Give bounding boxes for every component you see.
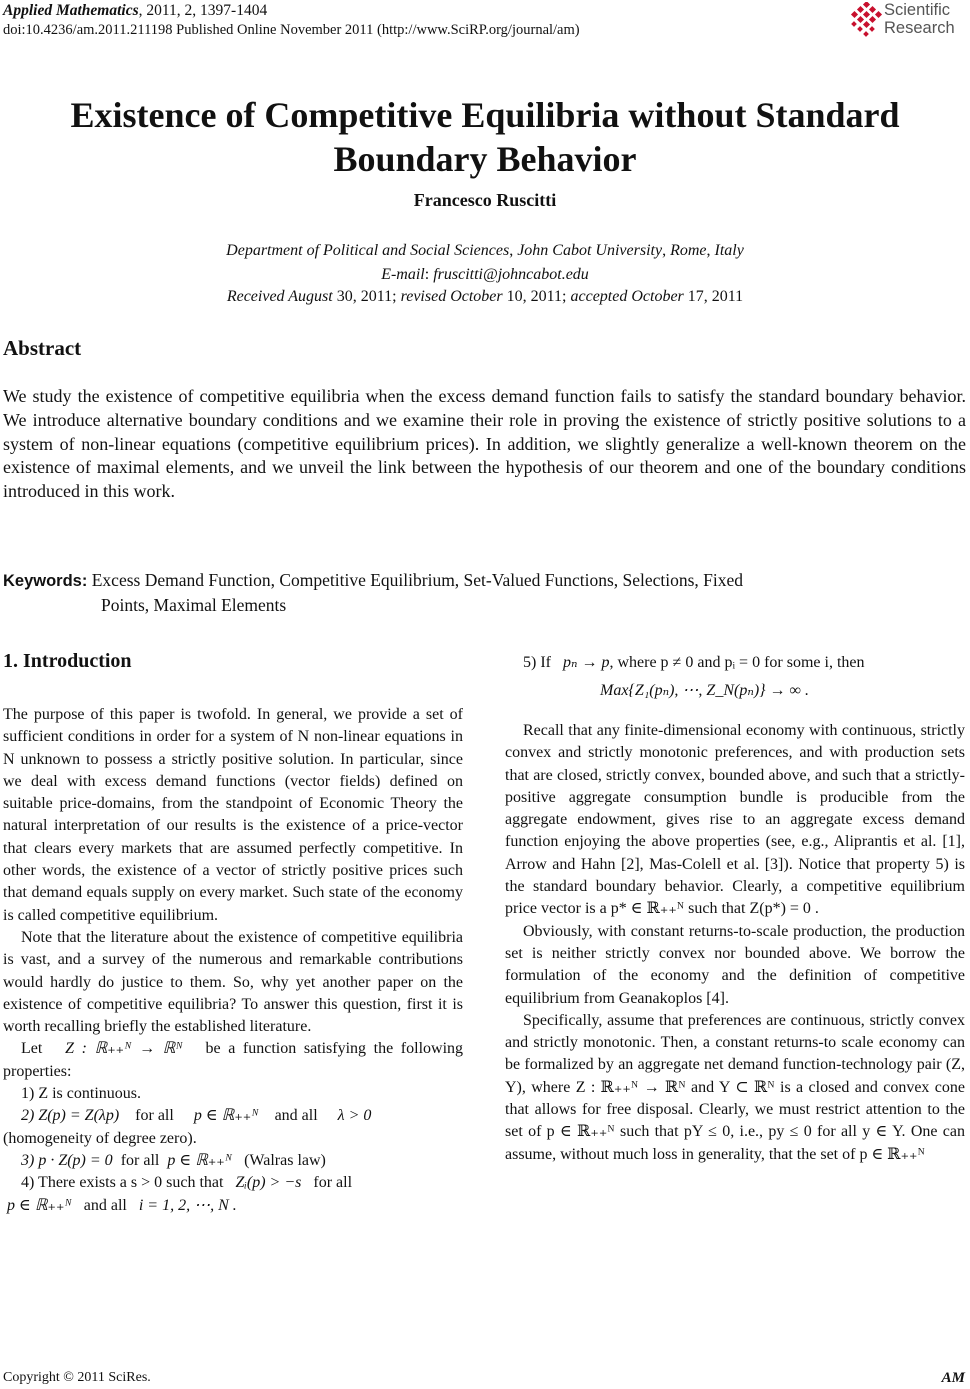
- revised-date: 10, 2011;: [506, 288, 567, 305]
- prop4-a: 4) There exists a s > 0 such that: [21, 1174, 224, 1192]
- prop3-a: 3) p · Z(p) = 0: [21, 1151, 113, 1169]
- logo-text-research: Research: [884, 19, 955, 37]
- prop4-e: and all: [83, 1196, 127, 1214]
- let-statement: [3, 1038, 463, 1083]
- keywords-line-1: Excess Demand Function, Competitive Equilibrium, Set-Valued Functions, Selections, Fixed: [91, 570, 744, 590]
- let-pre: Let: [21, 1040, 43, 1058]
- footer-copyright: Copyright © 2011 SciRes.: [3, 1370, 151, 1385]
- email-address[interactable]: fruscitti@johncabot.edu: [433, 266, 589, 283]
- journal-info: , 2011, 2, 1397-1404: [138, 2, 268, 19]
- prop4-c: for all: [313, 1174, 353, 1192]
- prop5-b: pₙ → p: [562, 654, 610, 671]
- title-line-2: Boundary Behavior: [333, 139, 637, 179]
- publisher-logo: [846, 0, 966, 42]
- right-column: [505, 720, 965, 1166]
- property-5-formula: [600, 680, 809, 700]
- property-4-cont: [3, 1195, 463, 1217]
- received-label: Received August: [226, 288, 333, 305]
- prop3-c: p ∈ ℝ₊₊ᴺ: [167, 1151, 233, 1169]
- affiliation-city: Rome: [670, 242, 707, 259]
- email-line: E-mail: fruscitti@johncabot.edu: [381, 266, 589, 283]
- keywords-label: Keywords:: [3, 572, 88, 590]
- prop2-b: for all: [135, 1107, 174, 1125]
- accepted-date: 17, 2011: [687, 288, 744, 305]
- received-date: 30, 2011;: [336, 288, 397, 305]
- prop4-d: p ∈ ℝ₊₊ᴺ: [7, 1196, 72, 1214]
- abstract-text: We study the existence of competitive equilibria when the excess demand function fails to satisfy the standard boundary behavior. We introduce alternative boundary conditions and we examine their role in proving the existence of strictly positive solutions to a system of non-linear equations (competitive equilibrium prices). In addition, we slightly generalize a well-known theorem on the existence of maximal elements, and we unveil the link between the hypothesis of our theorem and one of the boundary conditions introduced in this work.: [3, 386, 966, 502]
- prop2-e: λ > 0: [337, 1107, 372, 1125]
- affiliation-univ: John Cabot University: [517, 242, 663, 259]
- property-3: [3, 1150, 463, 1172]
- property-4: [3, 1172, 463, 1194]
- dates-line: [0, 288, 970, 306]
- intro-paragraph-1: The purpose of this paper is twofold. In general, we provide a set of sufficient conditions in order for a system of N non-linear equations in N unknown to possess a strictly positive solution. In particular, since we deal with excess demand functions (vector fields) defined on suitable price-domains, from the standpoint of Economic Theory the natural interpretation of our results is the existence of a price-vector that clears every markets that are assumed perfectly competitive. In other words, the existence of a vector of strictly positive prices such that demand equals supply on every market. Such state of the economy is called competitive equilibrium.: [3, 706, 463, 924]
- prop2-d: and all: [274, 1107, 318, 1125]
- keywords-line-2: Points, Maximal Elements: [101, 595, 287, 615]
- prop4-b: Zᵢ(p) > −s: [235, 1174, 302, 1192]
- let-math: Z : ℝ₊₊ᴺ → ℝᴺ: [65, 1040, 183, 1058]
- prop2-c: p ∈ ℝ₊₊ᴺ: [193, 1107, 259, 1125]
- intro-paragraph-2: Note that the literature about the existence of competitive equilibria is vast, and a survey of the numerous and remarkable contributions would hardly do justice to them. So, why yet another paper on the existence of competitive equilibria? To answer this question, first it is worth recalling briefly the established literature.: [3, 928, 463, 1036]
- abstract-heading: Abstract: [3, 336, 82, 360]
- revised-label: revised October: [400, 288, 503, 305]
- property-2-note: (homogeneity of degree zero).: [3, 1129, 197, 1147]
- journal-name: Applied Mathematics: [3, 2, 139, 19]
- doi-line: doi:10.4236/am.2011.211198 Published Online November 2011 (http://www.SciRP.org/journal/am): [3, 22, 580, 38]
- scirp-logo-icon: [846, 2, 884, 38]
- footer-journal-abbr: AM: [941, 1370, 965, 1386]
- right-paragraph-1: Recall that any finite-dimensional economy with continuous, strictly convex and strictly monotonic preferences, and with production sets that are closed, strictly convex, bounded above, and such that a strictly-positive aggregate consumption bundle is producible from the aggregate endowment, gives rise to an aggregate excess demand function enjoying the above properties (see, e.g., Aliprantis et al. [1], Arrow and Hahn [2], Mas-Colell et al. [3]). Notice that property 5) is the standard boundary behavior. Clearly, a competitive equilibrium price vector is a p* ∈ ℝ₊₊ᴺ such that Z(p*) = 0 .: [505, 722, 965, 918]
- affiliation: Department of Political and Social Sciences, John Cabot University, Rome, Italy: [226, 242, 744, 259]
- prop3-d: (Walras law): [244, 1151, 326, 1169]
- property-5: [523, 652, 865, 672]
- accepted-label: accepted October: [570, 288, 684, 305]
- keywords: [3, 568, 966, 617]
- logo-text-scientific: Scientific: [884, 1, 951, 19]
- prop4-f: i = 1, 2, ⋯, N .: [138, 1196, 237, 1214]
- let-post: be a function satisfying the following properties:: [3, 1040, 464, 1080]
- email-label: E-mail: [381, 266, 425, 283]
- paper-title: [0, 93, 970, 181]
- affiliation-dept: Department of Political and Social Sciences: [226, 242, 510, 259]
- title-line-1: Existence of Competitive Equilibria without Standard: [70, 95, 900, 135]
- affiliation-country: Italy: [714, 242, 744, 259]
- author-name: Francesco Ruscitti: [413, 190, 557, 210]
- section-heading-introduction: 1. Introduction: [3, 650, 132, 672]
- prop5-c: , where p ≠ 0 and pᵢ = 0 for some i, then: [609, 654, 865, 671]
- prop5-a: 5) If: [523, 654, 551, 671]
- journal-header: [3, 2, 267, 20]
- right-paragraph-3: Specifically, assume that preferences are continuous, strictly convex and strictly monotonic. Then, a constant returns-to scale economy can be formalized by an aggregate net demand function-technology pair (Z, Y), where Z : ℝ₊₊ᴺ → ℝᴺ and Y ⊂ ℝᴺ is a closed and convex cone that allows for free disposal. Clearly, we must restrict attention to the set of p ∈ ℝ₊₊ᴺ such that pY ≤ 0, i.e., py ≤ 0 for all y ∈ Y. One can assume, without much loss in generality, that the set of p ∈ ℝ₊₊ᴺ: [505, 1011, 965, 1163]
- prop3-b: for all: [120, 1151, 160, 1169]
- left-column: [3, 704, 463, 1217]
- right-paragraph-2: Obviously, with constant returns-to-scale production, the production set is neither strictly convex nor bounded above. We borrow the formulation of the economy and the definition of competitive equilibrium from Geanakoplos [4].: [505, 922, 965, 1007]
- property-1: 1) Z is continuous.: [21, 1085, 141, 1103]
- prop5-d: Max{Z₁(pₙ), ⋯, Z_N(pₙ)} → ∞ .: [600, 682, 809, 699]
- prop2-a: 2) Z(p) = Z(λp): [21, 1107, 120, 1125]
- property-2: [3, 1105, 463, 1127]
